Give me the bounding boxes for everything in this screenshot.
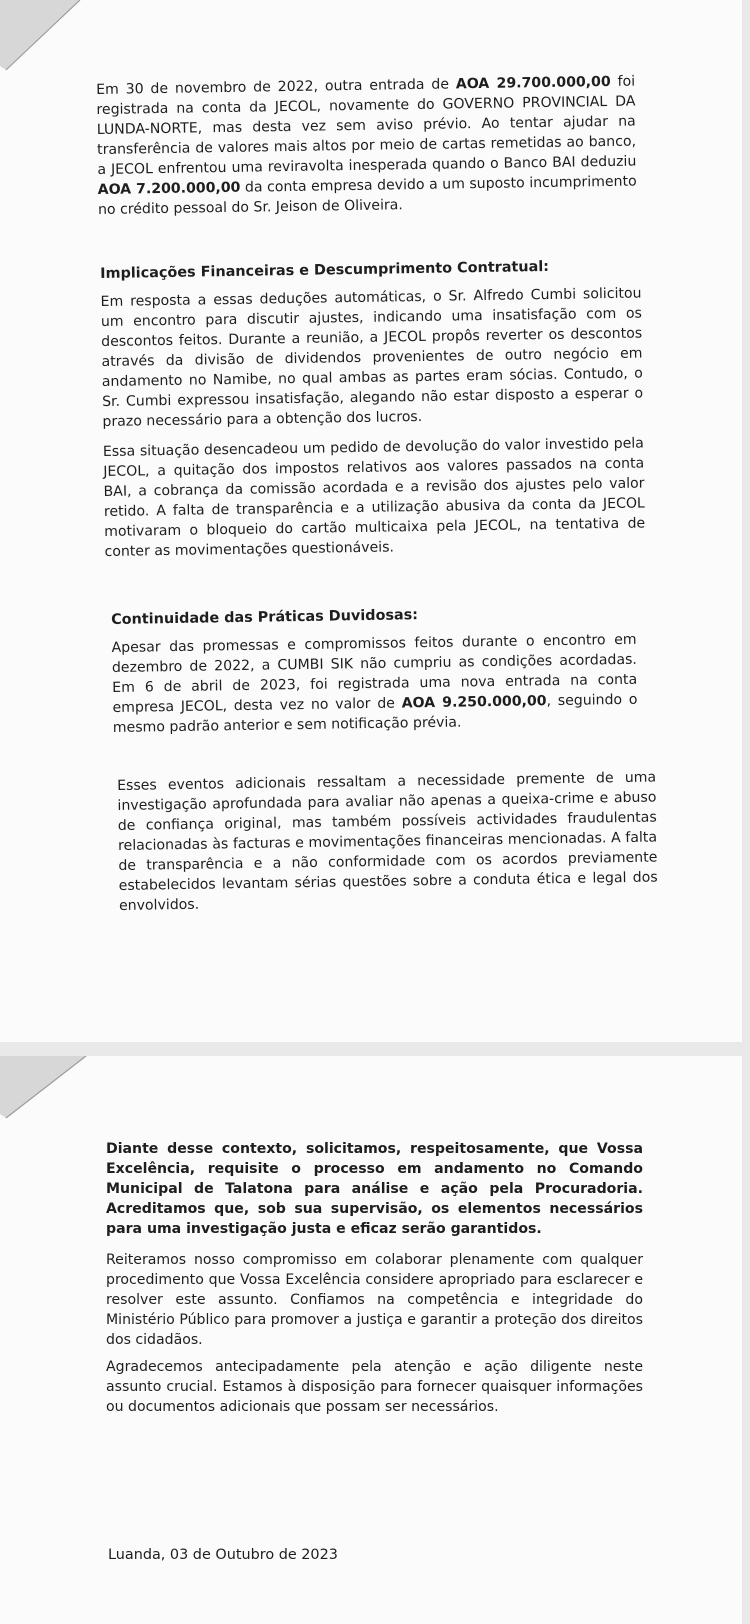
amount-29700000: AOA 29.700.000,00 [455,73,611,93]
section-heading: Continuidade das Práticas Duvidosas: [111,607,419,628]
paragraph-november-entry [96,72,637,220]
paragraph-request [106,1139,643,1239]
page-curl-icon [0,0,110,80]
text: , seguindo o mesmo padrão anterior e sem notificação prévia. [112,691,638,736]
page-curl-icon [0,1056,110,1136]
section-financial-implications [100,256,646,562]
amount-7200000: AOA 7.200.000,00 [97,179,241,198]
text: Em 30 de novembro de 2022, outra entrada de [96,76,456,98]
paragraph: Agradecemos antecipadamente pela atenção e ação diligente neste assunto crucial. Estamos à disposição para fornecer quaisquer informações ou documentos adicionais que possam ser necessários. [106,1359,643,1415]
document-date: Luanda, 03 de Outubro de 2023 [108,1547,338,1563]
paragraph: Diante desse contexto, solicitamos, respeitosamente, que Vossa Excelência, requisite o processo em andamento no Comando Municipal de Talatona para análise e ação pela Procuradoria. Acreditamos que, sob sua supervisão, os elementos necessários para uma investigação justa e eficaz serão garantidos. [106,1141,643,1237]
paragraph: Essa situação desencadeou um pedido de devolução do valor investido pela JECOL, a quitação dos impostos relativos aos valores passados na conta BAI, a cobrança da comissão acordada e a revisão dos ajustes pelo valor retido. A falta de transparência e a utilização abusiva da conta da JECOL motivaram o bloqueio do cartão multicaixa pela JECOL, na tentativa de conter as movimentações questionáveis. [102,435,646,560]
paragraph-additional-events [117,768,658,916]
text: da conta empresa devido a um suposto incumprimento no crédito pessoal do Sr. Jeison de Oliveira. [97,173,637,218]
section-heading: Implicações Financeiras e Descumprimento Contratual: [100,258,550,282]
amount-9250000: AOA 9.250.000,00 [401,693,547,712]
text: foi registrada na conta da JECOL, novamente do GOVERNO PROVINCIAL DA LUNDA-NORTE, mas desta vez sem aviso prévio. Ao tentar ajudar na transferência de valores mais altos por meio de cartas remetidas ao banco, a JECOL enfrentou uma reviravolta inesperada quando o Banco BAI deduziu [96,73,637,178]
text: Apesar das promessas e compromissos feitos durante o encontro em dezembro de 2022, a CUMBI SIK não cumpriu as condições acordadas. Em 6 de abril de 2023, foi registrada uma nova entrada na conta empresa JECOL, desta vez no valor de [111,631,638,716]
paragraph-thanks [106,1357,643,1417]
paragraph-commitment [106,1250,643,1350]
paragraph: Em resposta a essas deduções automáticas, o Sr. Alfredo Cumbi solicitou um encontro para discutir ajustes, indicando uma insatisfação com os descontos feitos. Durante a reunião, a JECOL propôs reverter os descontos através da divisão de dividendos provenientes de outro negócio em andamento no Namibe, no qual ambas as partes eram sócias. Contudo, o Sr. Cumbi expressou insatisfação, alegando não estar disposto a esperar o prazo necessário para a obtenção dos lucros. [100,285,644,430]
paragraph: Reiteramos nosso compromisso em colaborar plenamente com qualquer procedimento que Vossa Excelência considere apropriado para esclarecer e resolver este assunto. Confiamos na competência e integridade do Ministério Público para promover a justiça e garantir a proteção dos direitos dos cidadãos. [106,1252,643,1348]
paragraph: Esses eventos adicionais ressaltam a necessidade premente de uma investigação aprofundada para avaliar não apenas a queixa-crime e abuso de confiança original, mas também possíveis actividades fraudulentas relacionadas às facturas e movimentações financeiras mencionadas. A falta de transparência e a não conformidade com os acordos previamente estabelecidos levantam sérias questões sobre a conduta ética e legal dos envolvidos. [117,769,658,914]
section-dubious-practices [111,602,638,738]
